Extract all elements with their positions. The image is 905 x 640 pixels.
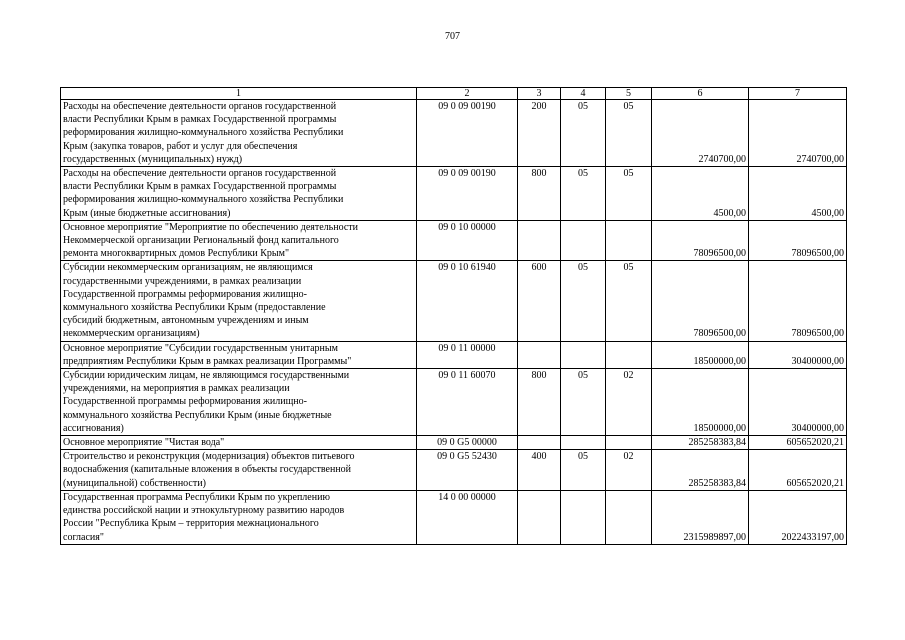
row-name-line: реформирования жилищно-коммунального хозяйства Республики [63, 194, 344, 206]
row-name-line: коммунального хозяйства Республики Крым (иные бюджетные [63, 409, 332, 421]
row-vr-cell [518, 341, 561, 368]
row-csr-cell: 09 0 11 60070 [417, 369, 518, 436]
row-csr-cell: 09 0 G5 52430 [417, 450, 518, 491]
row-sum-6-cell: 18500000,00 [652, 341, 749, 368]
row-csr-cell: 09 0 09 00190 [417, 100, 518, 167]
row-name-cell [61, 369, 417, 436]
row-sum-6-cell: 78096500,00 [652, 261, 749, 341]
row-rz-cell: 05 [561, 369, 606, 436]
table-row [61, 220, 847, 261]
row-vr-cell: 600 [518, 261, 561, 341]
row-rz-cell [561, 220, 606, 261]
row-name-cell [61, 490, 417, 544]
row-csr-cell: 09 0 10 00000 [417, 220, 518, 261]
row-sum-7-cell: 605652020,21 [749, 450, 847, 491]
row-name-line: Крым (иные бюджетные ассигнования) [63, 207, 231, 219]
row-rz-cell: 05 [561, 167, 606, 221]
table-row [61, 261, 847, 341]
row-vr-cell [518, 436, 561, 450]
row-sum-6-cell: 4500,00 [652, 167, 749, 221]
table-row [61, 369, 847, 436]
row-name-line: государственных (муниципальных) нужд) [63, 153, 243, 165]
row-name-line: учреждениями, на мероприятия в рамках реализации [63, 383, 290, 395]
row-sum-7-cell: 78096500,00 [749, 261, 847, 341]
row-pr-cell [606, 490, 652, 544]
row-rz-cell: 05 [561, 450, 606, 491]
row-name-line: Основное мероприятие "Чистая вода" [63, 437, 225, 449]
row-sum-6-cell: 285258383,84 [652, 450, 749, 491]
row-rz-cell [561, 436, 606, 450]
row-name-line: ремонта многоквартирных домов Республики Крым" [63, 248, 290, 260]
row-rz-cell [561, 490, 606, 544]
row-pr-cell [606, 341, 652, 368]
table-row [61, 167, 847, 221]
row-name-line: Строительство и реконструкция (модернизация) объектов питьевого [63, 451, 355, 463]
row-vr-cell [518, 220, 561, 261]
row-rz-cell: 05 [561, 261, 606, 341]
header-cell-name: 1 [61, 88, 417, 100]
row-name-line: власти Республики Крым в рамках Государственной программы [63, 114, 337, 126]
row-name-line: предприятиям Республики Крым в рамках реализации Программы" [63, 355, 352, 367]
row-sum-6-cell: 285258383,84 [652, 436, 749, 450]
row-name-line: субсидий бюджетным, автономным учреждениям и иным [63, 315, 309, 327]
row-rz-cell: 05 [561, 100, 606, 167]
row-name-cell [61, 341, 417, 368]
row-csr-cell: 09 0 11 00000 [417, 341, 518, 368]
row-sum-6-cell: 18500000,00 [652, 369, 749, 436]
row-vr-cell [518, 490, 561, 544]
row-name-line: реформирования жилищно-коммунального хозяйства Республики [63, 127, 344, 139]
table-row [61, 490, 847, 544]
budget-table [60, 87, 847, 545]
row-name-line: Субсидии юридическим лицам, не являющимся государственными [63, 370, 350, 382]
header-cell-sum-7: 7 [749, 88, 847, 100]
row-name-cell [61, 450, 417, 491]
row-name-cell [61, 220, 417, 261]
row-pr-cell [606, 436, 652, 450]
row-name-cell [61, 100, 417, 167]
table-row [61, 341, 847, 368]
row-sum-7-cell: 605652020,21 [749, 436, 847, 450]
row-name-line: власти Республики Крым в рамках Государственной программы [63, 181, 337, 193]
row-csr-cell: 09 0 G5 00000 [417, 436, 518, 450]
table-row [61, 100, 847, 167]
row-pr-cell: 02 [606, 450, 652, 491]
row-name-cell [61, 436, 417, 450]
row-name-line: Крым (закупка товаров, работ и услуг для обеспечения [63, 140, 298, 152]
row-sum-7-cell: 30400000,00 [749, 341, 847, 368]
row-name-line: Субсидии некоммерческим организациям, не являющимся [63, 262, 313, 274]
row-name-line: некоммерческим организациям) [63, 328, 200, 340]
row-vr-cell: 800 [518, 167, 561, 221]
row-vr-cell: 800 [518, 369, 561, 436]
header-cell-vr: 3 [518, 88, 561, 100]
row-name-cell [61, 167, 417, 221]
row-pr-cell: 05 [606, 261, 652, 341]
row-pr-cell [606, 220, 652, 261]
header-cell-sum-6: 6 [652, 88, 749, 100]
row-name-line: Государственной программы реформирования жилищно- [63, 396, 307, 408]
row-sum-7-cell: 78096500,00 [749, 220, 847, 261]
table-row [61, 450, 847, 491]
header-cell-csr: 2 [417, 88, 518, 100]
table-row [61, 436, 847, 450]
header-cell-rz: 4 [561, 88, 606, 100]
row-sum-6-cell: 2740700,00 [652, 100, 749, 167]
table-header-row [61, 88, 847, 100]
row-name-line: Государственная программа Республики Крым по укреплению [63, 491, 330, 503]
row-name-line: Некоммерческой организации Региональный фонд капитального [63, 235, 339, 247]
row-sum-6-cell: 78096500,00 [652, 220, 749, 261]
row-name-line: водоснабжения (капитальные вложения в объекты государственной [63, 464, 352, 476]
row-name-line: ассигнования) [63, 422, 124, 434]
row-name-line: Расходы на обеспечение деятельности органов государственной [63, 101, 337, 112]
row-rz-cell [561, 341, 606, 368]
row-csr-cell: 09 0 10 61940 [417, 261, 518, 341]
row-sum-7-cell: 2022433197,00 [749, 490, 847, 544]
row-csr-cell: 14 0 00 00000 [417, 490, 518, 544]
row-sum-7-cell: 2740700,00 [749, 100, 847, 167]
row-name-cell [61, 261, 417, 341]
row-name-line: единства российской нации и этнокультурному развитию народов [63, 505, 345, 517]
row-name-line: Государственной программы реформирования жилищно- [63, 288, 307, 300]
row-name-line: коммунального хозяйства Республики Крым (предоставление [63, 302, 326, 314]
header-cell-pr: 5 [606, 88, 652, 100]
row-name-line: Основное мероприятие "Субсидии государственным унитарным [63, 342, 338, 354]
row-pr-cell: 05 [606, 167, 652, 221]
row-pr-cell: 05 [606, 100, 652, 167]
row-vr-cell: 400 [518, 450, 561, 491]
row-vr-cell: 200 [518, 100, 561, 167]
page-number: 707 [445, 31, 460, 42]
row-name-line: (муниципальной) собственности) [63, 477, 206, 489]
row-sum-7-cell: 30400000,00 [749, 369, 847, 436]
row-sum-6-cell: 2315989897,00 [652, 490, 749, 544]
row-name-line: согласия" [63, 531, 104, 543]
row-sum-7-cell: 4500,00 [749, 167, 847, 221]
row-pr-cell: 02 [606, 369, 652, 436]
row-name-line: государственными учреждениями, в рамках реализации [63, 275, 302, 287]
row-name-line: России "Республика Крым – территория межнационального [63, 518, 319, 530]
row-name-line: Основное мероприятие "Мероприятие по обеспечению деятельности [63, 221, 358, 233]
row-name-line: Расходы на обеспечение деятельности органов государственной [63, 168, 337, 180]
row-csr-cell: 09 0 09 00190 [417, 167, 518, 221]
